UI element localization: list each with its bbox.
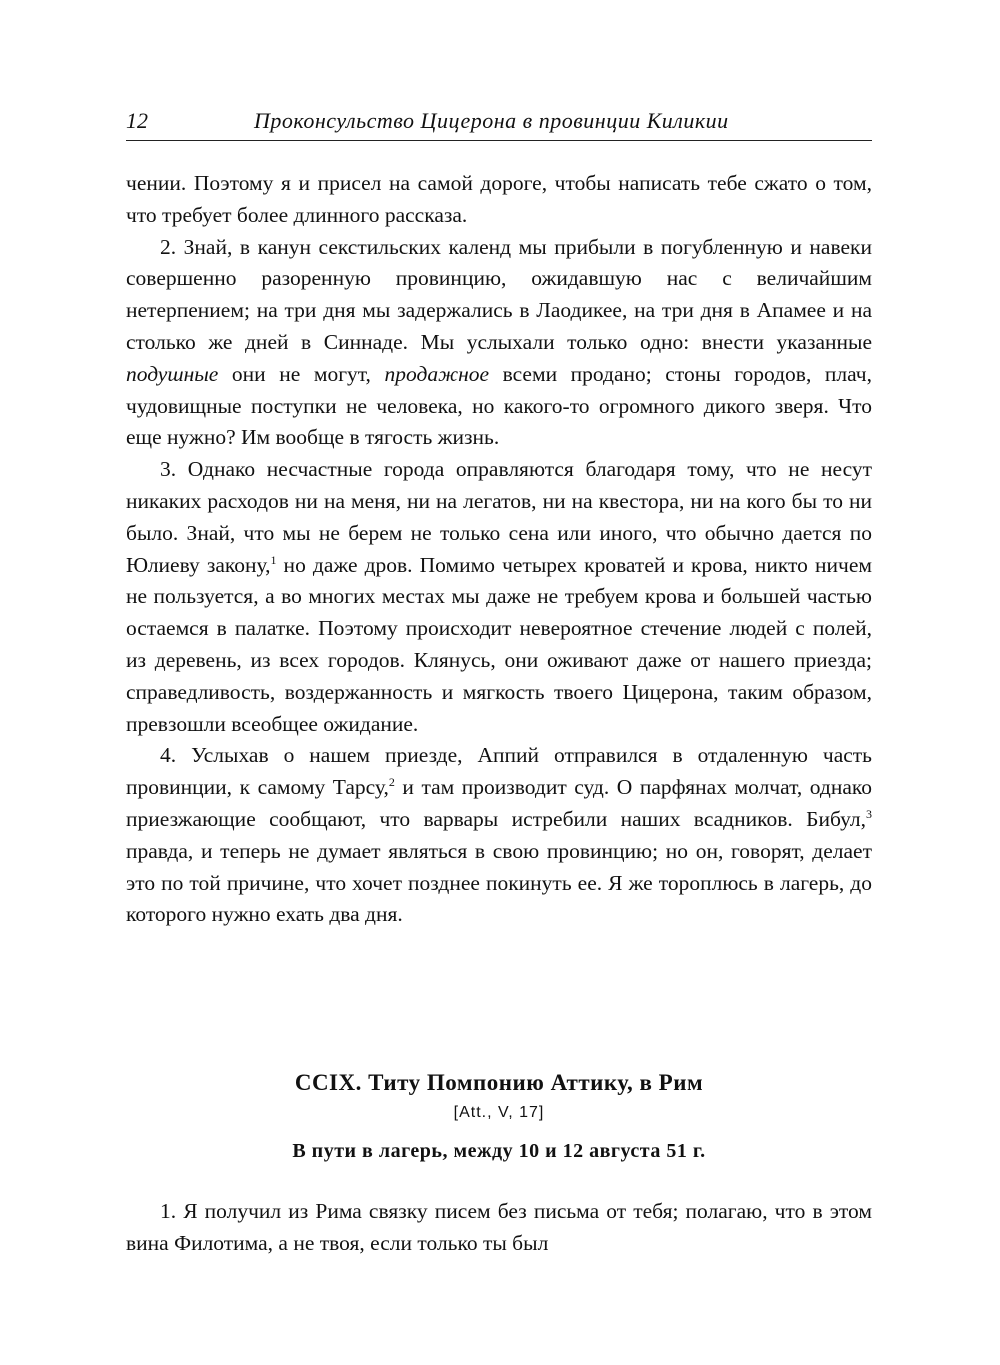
letter-text xyxy=(126,1196,872,1260)
paragraph-4 xyxy=(126,740,872,931)
paragraph-2 xyxy=(126,232,872,455)
footnote-mark-2: 2 xyxy=(388,775,395,790)
paragraph-continuation: чении. Поэтому я и присел на самой дороге, чтобы написать тебе сжато о том, что требует более длинного рассказа. xyxy=(126,171,872,227)
paragraph-3-rest: но даже дров. Помимо четырех кроватей и крова, никто ничем не пользуется, а во многих местах мы даже не требуем крова и большей частью остаемся в палатке. Поэтому происходит невероятное стечение людей с полей, из деревень, из всех городов. Клянусь, они оживают даже от нашего приезда; справедливость, воздержанность и мягкость твоего Цицерона, таким образом, превзошли всеобщее ожидание. xyxy=(126,552,872,736)
paragraph-2-rest: всеми продано; стоны городов, плач, чудовищные поступки не человека, но какого-то огромного дикого зверя. Что еще нужно? Им вообще в тягость жизнь. xyxy=(126,361,872,450)
footnote-mark-3: 3 xyxy=(866,806,872,821)
paragraph-3 xyxy=(126,454,872,740)
italic-term-podushnye: подушные xyxy=(126,361,219,386)
page-number: 12 xyxy=(126,108,148,133)
paragraph-4-start: 4. Услыхав о нашем приезде, Аппий отправился в отдаленную часть провинции, к самому Тарсу, xyxy=(126,743,872,800)
paragraph-4-rest: правда, и теперь не думает являться в свою провинцию; но он, говорят, делает это по той причине, что хочет позднее покинуть ее. Я же тороплюсь в лагерь, до которого нужно ехать два дня. xyxy=(126,838,872,927)
italic-term-prodazhnoe: продажное xyxy=(384,361,490,386)
running-header xyxy=(126,104,872,141)
main-text xyxy=(126,168,872,931)
letter-reference: [Att., V, 17] xyxy=(453,1104,545,1121)
paragraph-2-mid: они не могут, xyxy=(218,361,385,386)
letter-paragraph-1: 1. Я получил из Рима связку писем без письма от тебя; полагаю, что в этом вина Филотима, а не твоя, если только ты был xyxy=(126,1199,872,1255)
paragraph-4-mid: и там производит суд. О парфянах молчат, однако приезжающие сообщают, что варвары истребили наших всадников. Бибул, xyxy=(126,775,873,831)
paragraph-2-start: 2. Знай, в канун секстильских календ мы прибыли в погубленную и навеки совершенно разоренную провинцию, ожидавшую нас с величайшим нетерпением; на три дня мы задержались в Лаодикее, на три дня в Апамее и на столько же дней в Синнаде. Мы услыхали только одно: внести указанные xyxy=(126,234,872,354)
paragraph-3-start: 3. Однако несчастные города оправляются благодаря тому, что не несут никаких расходов ни на меня, ни на легатов, ни на квестора, ни на кого бы то ни было. Знай, что мы не берем не только сена или иного, что обычно дается по Юлиеву закону, xyxy=(126,457,872,577)
letter-date: В пути в лагерь, между 10 и 12 августа 51 г. xyxy=(292,1140,706,1162)
running-title: Проконсульство Цицерона в провинции Киликии xyxy=(254,108,729,133)
letter-title: CCIX. Титу Помпонию Аттику, в Рим xyxy=(294,1070,704,1095)
footnote-mark-1: 1 xyxy=(270,552,277,567)
